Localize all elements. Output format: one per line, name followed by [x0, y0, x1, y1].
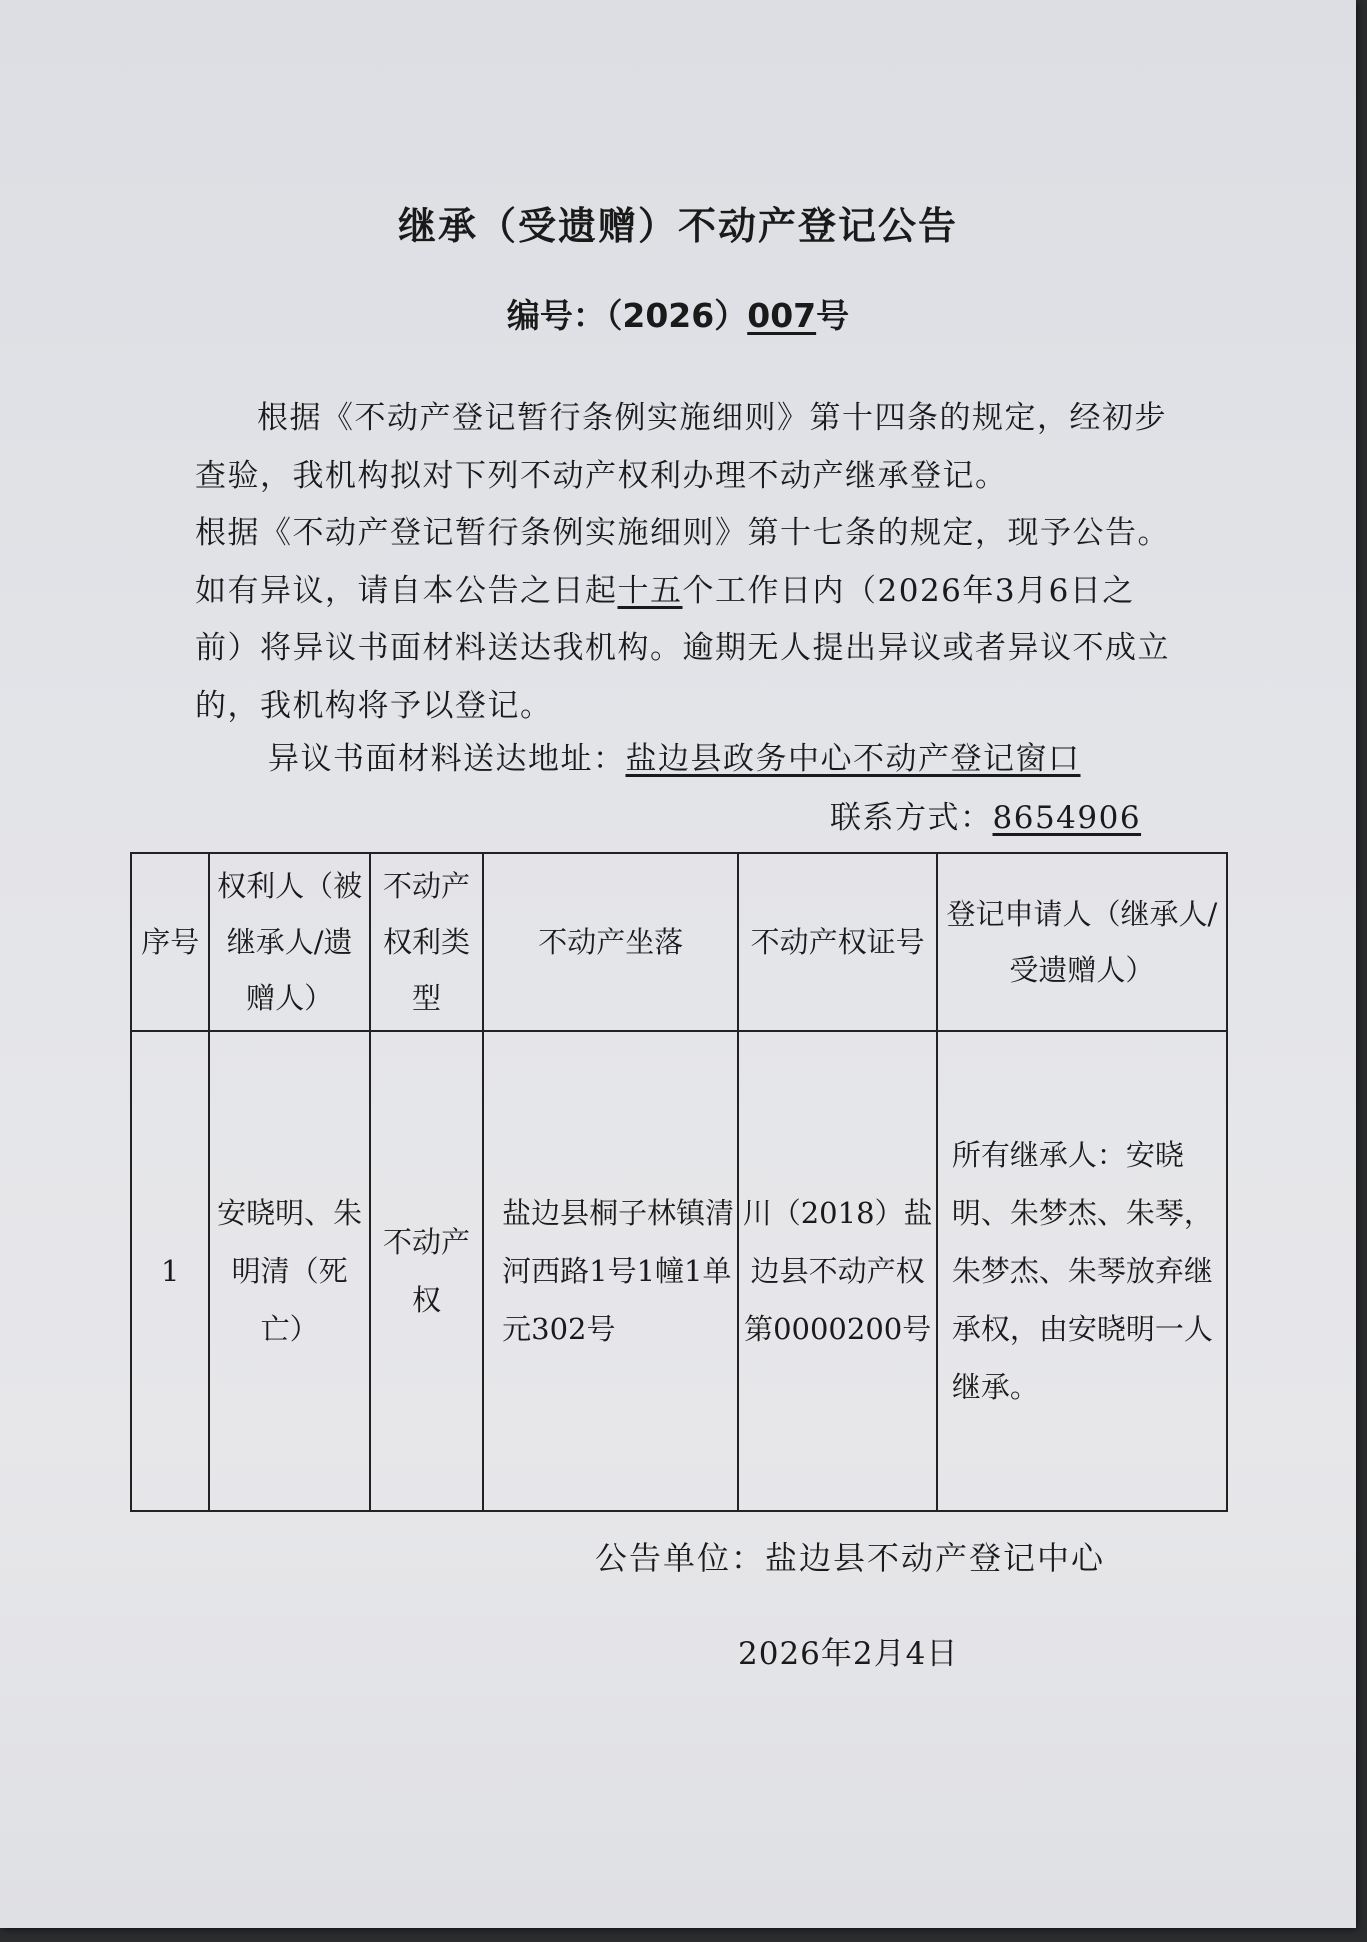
header-seq: 序号: [131, 853, 209, 1031]
header-location: 不动产坐落: [483, 853, 738, 1031]
notice-title: 继承（受遗赠）不动产登记公告: [397, 204, 958, 248]
contact-line: [830, 792, 1141, 837]
table-row: [131, 1031, 1227, 1511]
cell-right-type: 不动产权: [370, 1031, 483, 1511]
body-paragraph-2: [195, 505, 1175, 735]
cell-location: 盐边县桐子林镇清河西路1号1幢1单元302号: [483, 1031, 738, 1511]
header-applicant: 登记申请人（继承人/受遗赠人）: [937, 853, 1227, 1031]
cell-applicant: 所有继承人：安晓明、朱梦杰、朱琴，朱梦杰、朱琴放弃继承权，由安晓明一人继承。: [937, 1031, 1227, 1511]
registration-table: [130, 852, 1228, 1512]
table-header-row: [131, 853, 1227, 1031]
objection-address-label: 异议书面材料送达地址：: [268, 741, 626, 777]
objection-address: 盐边县政务中心不动产登记窗口: [625, 741, 1081, 777]
document-number: [0, 290, 1356, 337]
doc-number-prefix: 编号：（2026）: [506, 296, 748, 335]
doc-number-suffix: 号: [816, 296, 850, 335]
header-right-type: 不动产权利类型: [370, 853, 483, 1031]
cell-holder: 安晓明、朱明清（死亡）: [209, 1031, 369, 1511]
issue-date: 2026年2月4日: [738, 1636, 959, 1672]
header-certificate: 不动产权证号: [738, 853, 936, 1031]
header-holder: 权利人（被继承人/遗赠人）: [209, 853, 369, 1031]
issuing-unit: 公告单位：盐边县不动产登记中心: [595, 1539, 1106, 1577]
objection-address-line: [268, 733, 1081, 778]
cell-seq: 1: [131, 1031, 209, 1511]
body-paragraph-1: 根据《不动产登记暂行条例实施细则》第十四条的规定，经初步查验，我机构拟对下列不动产权利办理不动产继承登记。: [195, 400, 1167, 494]
objection-period-days: 十五: [617, 572, 683, 609]
contact-phone: 8654906: [992, 800, 1142, 836]
body-paragraph-2-end: 个工作日内（2026年3月6日之前）将异议书面材料送达我机构。逾期无人提出异议或者异议不成立的，我机构将予以登记。: [195, 572, 1170, 724]
doc-number-value: 007: [747, 296, 817, 335]
contact-label: 联系方式：: [830, 800, 993, 836]
cell-certificate: 川（2018）盐边县不动产权第0000200号: [738, 1031, 936, 1511]
notice-body: [195, 390, 1175, 735]
body-paragraph-2-start: 根据《不动产登记暂行条例实施细则》第十七条的规定，现予公告。如有异议，请自本公告之日起: [195, 515, 1170, 609]
